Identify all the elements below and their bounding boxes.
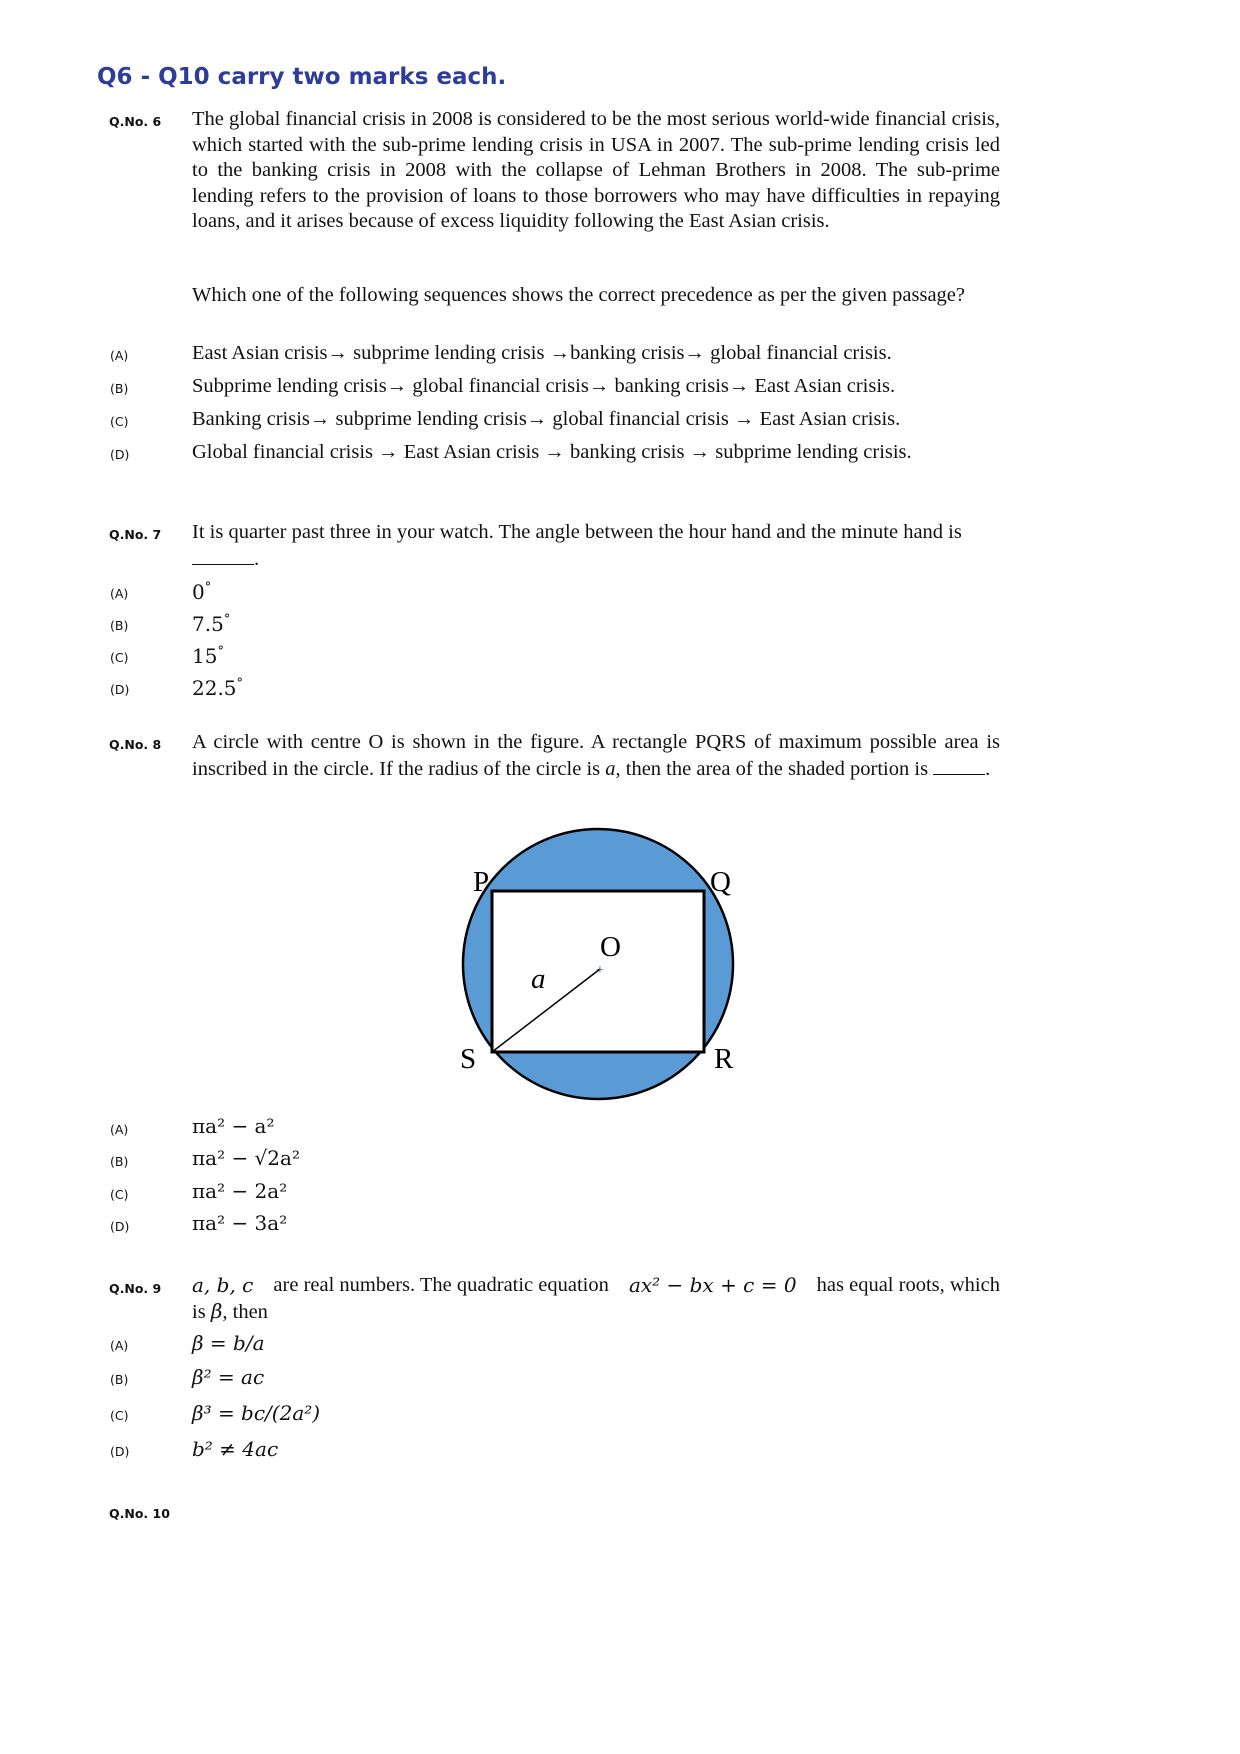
label-o: O — [600, 931, 621, 963]
option-value: 0 — [192, 580, 205, 604]
label-p: P — [473, 866, 490, 898]
option-label: (D) — [110, 1444, 130, 1459]
question-9-line-1 — [192, 1273, 1000, 1299]
question-9-line-2-end: , then — [222, 1300, 268, 1323]
answer-blank — [933, 756, 985, 775]
answer-blank — [192, 546, 254, 565]
option-value: 7.5 — [192, 612, 224, 636]
question-6-option-a: East Asian crisis→ subprime lending crisis →banking crisis→ global financial crisis. — [192, 342, 892, 364]
option-label: (D) — [110, 1219, 130, 1234]
variables: a, b, c — [192, 1273, 254, 1297]
option-label: (A) — [110, 1338, 129, 1353]
question-9-option-d: b² ≠ 4ac — [192, 1437, 279, 1461]
question-8-option-a: πa² − a² — [192, 1114, 275, 1138]
question-8-stem-end: , then the area of the shaded portion is — [615, 757, 929, 780]
quadratic-equation: ax² − bx + c = 0 — [628, 1273, 797, 1297]
question-7-option-c — [192, 644, 1000, 670]
question-6-text: Which one of the following sequences shows the correct precedence as per the given passage? — [192, 284, 965, 306]
question-7-label: Q.No. 7 — [109, 527, 162, 542]
question-9-stem: are real numbers. The quadratic equation — [273, 1274, 609, 1296]
end-punct: . — [985, 757, 991, 780]
option-label: (B) — [110, 618, 129, 633]
root-symbol: β — [210, 1298, 223, 1323]
option-value: 22.5 — [192, 676, 237, 700]
degree-symbol: ° — [236, 676, 244, 691]
option-label: (A) — [110, 1122, 129, 1137]
question-10-label: Q.No. 10 — [109, 1506, 170, 1521]
question-9-line-2: is — [192, 1300, 206, 1323]
label-r: R — [714, 1043, 734, 1075]
option-label: (D) — [110, 447, 130, 462]
option-label: (D) — [110, 682, 130, 697]
question-6-passage: The global financial crisis in 2008 is considered to be the most serious world-wide financial crisis, which started with the sub-prime lending crisis in USA in 2007. The sub-prime lending crisis led to the banking crisis in 2008 with the collapse of Lehman Brothers in 2008. The sub-prime lending refers to the provision of loans to those borrowers who may have difficulties in repaying loans, and it arises because of excess liquidity following the East Asian crisis. — [192, 108, 1000, 232]
section-title: Q6 - Q10 carry two marks each. — [97, 64, 507, 90]
question-6-option-b: Subprime lending crisis→ global financial crisis→ banking crisis→ East Asian crisis. — [192, 375, 896, 397]
question-6-label: Q.No. 6 — [109, 114, 162, 129]
option-label: (A) — [110, 586, 129, 601]
label-s: S — [460, 1043, 477, 1075]
option-label: (C) — [110, 650, 129, 665]
question-9-option-a: β = b/a — [192, 1331, 265, 1355]
label-a: a — [531, 963, 546, 995]
question-7-stem: It is quarter past three in your watch. The angle between the hour hand and the minute hand is — [192, 521, 962, 543]
question-7-option-b — [192, 612, 1000, 638]
option-value: 15 — [192, 644, 218, 668]
question-8-option-c: πa² − 2a² — [192, 1179, 288, 1203]
centre-mark: + — [596, 963, 604, 978]
degree-symbol: ° — [223, 612, 231, 627]
question-7-option-d — [192, 676, 1000, 702]
circle-rectangle-figure — [450, 820, 760, 1110]
question-8-label: Q.No. 8 — [109, 737, 162, 752]
option-label: (B) — [110, 381, 129, 396]
option-label: (B) — [110, 1372, 129, 1387]
question-6-option-d: Global financial crisis → East Asian crisis → banking crisis → subprime lending crisis. — [192, 441, 912, 463]
question-8-option-d: πa² − 3a² — [192, 1211, 288, 1235]
option-label: (C) — [110, 1408, 129, 1423]
question-9-text — [192, 1273, 1000, 1325]
question-8-stem: A circle with centre O is shown in the figure. A rectangle PQRS of maximum possible area is inscribed in the circle. If the radius of the circle is — [192, 731, 1000, 780]
question-8-option-b: πa² − √2a² — [192, 1146, 300, 1170]
question-6-option-c: Banking crisis→ subprime lending crisis→ global financial crisis → East Asian crisis. — [192, 408, 901, 430]
question-9-option-c: β³ = bc/(2a²) — [192, 1401, 321, 1425]
question-7-text — [192, 520, 1000, 572]
option-label: (C) — [110, 1187, 129, 1202]
question-9-label: Q.No. 9 — [109, 1281, 162, 1296]
label-q: Q — [710, 866, 731, 898]
end-punct: . — [254, 547, 260, 570]
option-label: (C) — [110, 414, 129, 429]
radius-variable: a — [605, 757, 616, 780]
option-label: (A) — [110, 348, 129, 363]
degree-symbol: ° — [217, 644, 224, 659]
question-7-option-a — [192, 580, 1000, 606]
question-9-option-b: β² = ac — [192, 1365, 265, 1389]
question-9-stem-end: has equal roots, which — [816, 1274, 1000, 1296]
option-label: (B) — [110, 1154, 129, 1169]
question-8-text — [192, 730, 1000, 782]
degree-symbol: ° — [204, 580, 212, 595]
